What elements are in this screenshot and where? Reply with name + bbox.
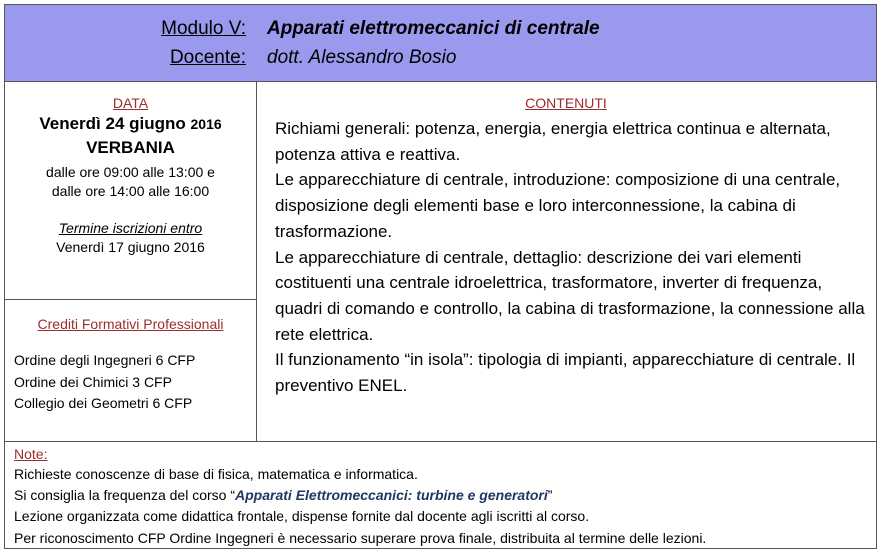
deadline-label: Termine iscrizioni entro <box>58 220 203 236</box>
note-line: Richieste conoscenze di base di fisica, matematica e informatica. <box>14 466 418 482</box>
event-year: 2016 <box>190 116 222 132</box>
notes-list <box>14 464 706 549</box>
contents-body <box>275 116 870 399</box>
event-city: VERBANIA <box>86 138 175 157</box>
recommended-course-name: Apparati Elettromeccanici: turbine e generatori <box>235 487 548 504</box>
event-date <box>5 112 256 136</box>
note-line: Per riconoscimento CFP Ordine Ingegneri è necessario superare prova finale, distribuita al termine delle lezioni. <box>14 529 707 546</box>
note-course-suffix: ” <box>547 487 553 504</box>
deadline-date: Venerdì 17 giugno 2016 <box>56 239 205 255</box>
note-line-course <box>14 485 706 506</box>
teacher-label: Docente: <box>169 47 246 68</box>
contents-paragraph: Il funzionamento “in isola”: tipologia di impianti, apparecchiature di centrale. Il preventivo ENEL. <box>275 350 856 396</box>
credit-item: Ordine dei Chimici 3 CFP <box>14 373 172 390</box>
teacher-name: dott. Alessandro Bosio <box>267 47 457 68</box>
credit-item: Ordine degli Ingegneri 6 CFP <box>14 352 196 368</box>
module-label: Modulo V: <box>161 18 246 39</box>
contents-paragraph: Richiami generali: potenza, energia, energia elettrica continua e alternata, potenza attiva e reattiva. <box>275 119 831 164</box>
note-course-prefix: Si consiglia la frequenza del corso “ <box>14 487 236 504</box>
credit-item: Collegio dei Geometri 6 CFP <box>14 395 193 411</box>
date-section-title: DATA <box>112 95 149 111</box>
notes-title: Note: <box>14 446 48 462</box>
credits-section <box>4 299 257 442</box>
credits-title: Crediti Formativi Professionali <box>37 316 224 332</box>
module-header <box>4 4 877 82</box>
module-title: Apparati elettromeccanici di centrale <box>267 18 600 39</box>
hours-line-2: dalle ore 14:00 alle 16:00 <box>51 183 210 199</box>
contents-paragraph: Le apparecchiature di centrale, dettaglio: descrizione dei vari elementi costituenti una centrale idroelettrica, trasformatore, inverter di frequenza, quadri di comando e controllo, la cabina di trasformazione, la connessione alla rete elettrica. <box>275 247 865 344</box>
credits-list <box>14 350 195 415</box>
event-day: Venerdì 24 giugno <box>39 114 186 133</box>
contents-paragraph: Le apparecchiature di centrale, introduzione: composizione di una centrale, disposizione degli elementi base e loro interconnessione, la cabina di trasformazione. <box>275 170 841 241</box>
date-section <box>4 81 257 300</box>
contents-title: CONTENUTI <box>525 95 607 111</box>
contents-section <box>256 81 877 442</box>
hours-line-1: dalle ore 09:00 alle 13:00 e <box>46 164 215 180</box>
notes-section <box>4 441 877 549</box>
note-line: Lezione organizzata come didattica frontale, dispense fornite dal docente agli iscritti al corso. <box>14 508 590 525</box>
